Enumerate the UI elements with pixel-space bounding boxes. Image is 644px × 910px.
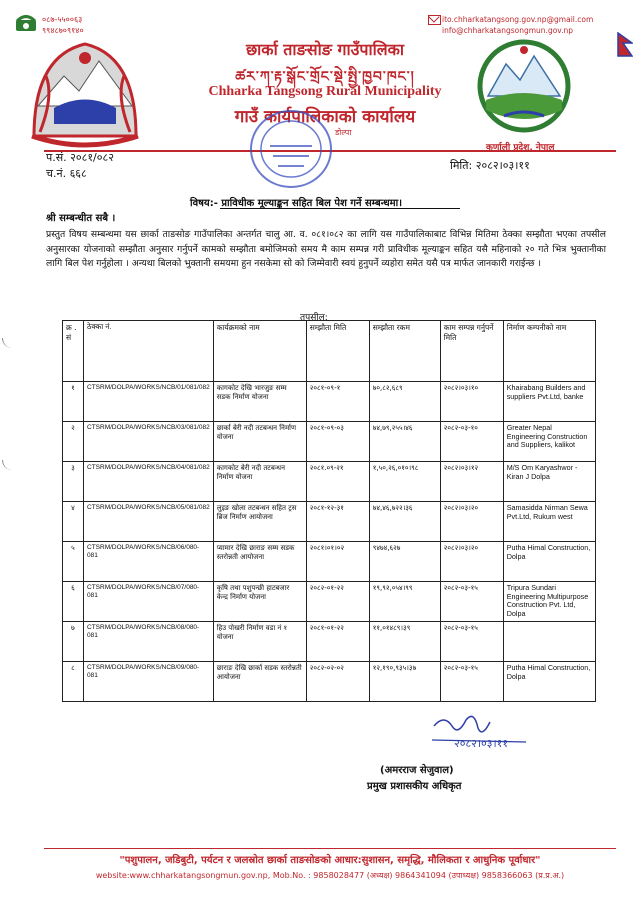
cell-contract-date: २०८१.०९-२१: [306, 462, 369, 502]
nepal-flag-icon: [617, 32, 633, 60]
cell-completion-date: २०८२-०३-१०: [440, 422, 503, 462]
cell-program-name: प्यामार देखि छाराङ सम्म सडक स्तरोन्नती आयोजना: [213, 542, 306, 582]
cell-completion-date: २०८२-०३-१५: [440, 582, 503, 622]
punch-mark: [2, 338, 13, 348]
cell-contract-date: २०८१-१२-३१: [306, 502, 369, 542]
table-row: [63, 622, 596, 662]
cell-program-name: कागकोट देखि भारजुङ सम्म सडक निर्माण योजना: [213, 382, 306, 422]
province-name: कर्णाली प्रदेश, नेपाल: [486, 143, 555, 153]
details-label: तपसील:: [300, 313, 328, 323]
municipality-name-english: Chharka Tangsong Rural Municipality: [208, 84, 442, 99]
header-contract-no: ठेक्का नं.: [84, 321, 214, 382]
letter-body: प्रस्तुत विषय सम्बन्धमा यस छार्का ताङसोङ गाउँपालिका अन्तर्गत चालु आ. व. ०८१।०८२ का लागि यस गाउँपालिकाबाट विभिन्न मितिमा ठेक्का सम्झौता भएका तपसील अनुसारका योजनाको सम्झौता अनुसार गर्नुपर्ने कामको सम्झौता बमोजिमको समय मै काम सम्पन्न गरी प्राविधीक मूल्याङ्कन सहित यसै महिनाको २० गते भित्र भुक्तानीका लागि बिल पेश गर्नुहोला । अन्यथा बिलको भुक्तानी समयमा हुन नसकेमा सो को जिम्मेवारी स्वयं हुनुपर्ने व्यहोरा समेत यसै पत्र मार्फत जानकारी गराईन्छ ।: [46, 229, 606, 269]
office-location: डोल्पा: [335, 128, 352, 137]
cell-serial: ५: [63, 542, 84, 582]
cell-company-name: Putha Himal Construction, Dolpa: [503, 662, 595, 702]
cell-serial: ७: [63, 622, 84, 662]
cell-contract-amount: ११,०१४८९।३९: [369, 622, 440, 662]
phone-number-1: ०८७-५५००६३: [42, 15, 83, 24]
cell-contract-date: २०८२-०२-०२: [306, 662, 369, 702]
cell-contract-no: CTSRM/DOLPA/WORKS/NCB/07/080-081: [84, 582, 214, 622]
cell-serial: ४: [63, 502, 84, 542]
municipality-name-nepali: छार्का ताङसोङ गाउँपालिका: [245, 40, 405, 59]
cell-contract-no: CTSRM/DOLPA/WORKS/NCB/05/081/082: [84, 502, 214, 542]
cell-contract-date: २०८१।०१।०२: [306, 542, 369, 582]
table-row: [63, 422, 596, 462]
cell-contract-amount: ७४,७९,२५५।४६: [369, 422, 440, 462]
cell-completion-date: २०८२।०३।१२: [440, 462, 503, 502]
table-row: [63, 462, 596, 502]
cell-contract-date: २०८१-०९-१: [306, 382, 369, 422]
cell-contract-no: CTSRM/DOLPA/WORKS/NCB/08/080-081: [84, 622, 214, 662]
cell-serial: ३: [63, 462, 84, 502]
table-row: [63, 382, 596, 422]
table-header-row: [63, 321, 596, 382]
header-serial: क्र . सं: [63, 321, 84, 382]
cell-program-name: छाराङ देखि छार्का सडक स्तरोन्नती आयोजना: [213, 662, 306, 702]
cell-contract-amount: ७४,४६,७२२।३६: [369, 502, 440, 542]
cell-contract-date: २०८१-०१-२२: [306, 622, 369, 662]
cell-contract-amount: १,५०,२६,०१०।९८: [369, 462, 440, 502]
contracts-table: [62, 320, 596, 702]
cell-completion-date: २०८२।०३।२०: [440, 542, 503, 582]
subject-underline: [220, 208, 460, 209]
municipality-name-tibetan: ཚར་ཀ་རྟ་སྒོང་གྲོང་སྡེ་སྤྱི་ཁྱབ་ཁང་།: [235, 69, 415, 85]
cell-completion-date: २०८२-०३-१५: [440, 662, 503, 702]
signatory-title: प्रमुख प्रशासकीय अधिकृत: [367, 781, 462, 792]
table-row: [63, 582, 596, 622]
phone-icon: [15, 14, 37, 32]
cell-contract-date: २०८२-०१-२२: [306, 582, 369, 622]
cell-serial: २: [63, 422, 84, 462]
cell-contract-no: CTSRM/DOLPA/WORKS/NCB/06/080-081: [84, 542, 214, 582]
cell-program-name: लुइङ खोला तटबन्धन सहित ट्रस ब्रिज निर्माण आयोजना: [213, 502, 306, 542]
cell-serial: १: [63, 382, 84, 422]
cell-completion-date: २०८२।०३।१०: [440, 382, 503, 422]
cell-company-name: [503, 622, 595, 662]
official-stamp-icon: [248, 108, 334, 190]
cell-contract-date: २०८१-०९-०३: [306, 422, 369, 462]
cell-contract-amount: १२,१९०,९३५।३७: [369, 662, 440, 702]
cell-company-name: Tripura Sundari Engineering Multipurpose Construction Pvt. Ltd, Dolpa: [503, 582, 595, 622]
cell-program-name: कृषि तथा पशुपन्छी हाटबजार केन्द्र निर्माण योजना: [213, 582, 306, 622]
dispatch-number: च.नं. ६६८: [46, 167, 87, 180]
cell-program-name: हिउ पोखरी निर्माण वडा नं १ योजना: [213, 622, 306, 662]
email-addresses: [442, 14, 593, 36]
phone-numbers: [42, 14, 84, 36]
cell-serial: ८: [63, 662, 84, 702]
phone-number-2: ९९४८७०९१४०: [42, 26, 84, 35]
header-contract-amount: सम्झौता रकम: [369, 321, 440, 382]
cell-contract-no: CTSRM/DOLPA/WORKS/NCB/03/081/082: [84, 422, 214, 462]
cell-program-name: कागकोट बेरी नदी तटबन्धन निर्माण योजना: [213, 462, 306, 502]
cell-contract-no: CTSRM/DOLPA/WORKS/NCB/09/080-081: [84, 662, 214, 702]
footer-contact: website:www.chharkatangsongmun.gov.np, Mob.No. : 9858028477 (अध्यक्ष) 9864341094 (उपाध्यक्ष) 9858366063 (प्र.प्र.अ.): [95, 871, 565, 880]
table-row: [63, 662, 596, 702]
signature-date: २०८२।०३।११: [454, 737, 509, 750]
cell-company-name: Samasidda Nirman Sewa Pvt.Ltd, Rukum west: [503, 502, 595, 542]
letter-subject: विषय:- प्राविधीक मूल्याङ्कन सहित बिल पेश गर्ने सम्बन्धमा।: [190, 198, 403, 209]
cell-serial: ६: [63, 582, 84, 622]
email-2[interactable]: info@chharkatangsongmun.gov.np: [442, 26, 574, 35]
cell-contract-amount: ९४७४,६२७: [369, 542, 440, 582]
cell-contract-amount: ७०,८२,६८९: [369, 382, 440, 422]
signatory-name: (अमरराज सेजुवाल): [380, 765, 454, 776]
nepal-emblem-icon: [24, 36, 146, 148]
letter-date: मिति: २०८२।०३।११: [450, 159, 530, 172]
header-completion-date: काम सम्पन्न गर्नुपर्ने मिति: [440, 321, 503, 382]
salutation: श्री सम्बन्धीत सबै ।: [46, 213, 116, 224]
header-contract-date: सम्झौता मिति: [306, 321, 369, 382]
table-row: [63, 502, 596, 542]
cell-contract-amount: १९,९२,०५४।९९: [369, 582, 440, 622]
office-title: गाउँ कार्यपालिकाको कार्यालय: [234, 107, 416, 127]
cell-company-name: Greater Nepal Engineering Construction and Suppliers, kalikot: [503, 422, 595, 462]
footer-divider: [44, 848, 616, 849]
cell-completion-date: २०८२-०३-१५: [440, 622, 503, 662]
mail-icon: [428, 15, 441, 25]
table-row: [63, 542, 596, 582]
email-1[interactable]: ito.chharkatangsong.gov.np@gmail.com: [442, 15, 594, 24]
cell-contract-no: CTSRM/DOLPA/WORKS/NCB/04/081/082: [84, 462, 214, 502]
cell-company-name: M/S Om Karyashwor -Kiran J Dolpa: [503, 462, 595, 502]
reference-number: प.सं. २०८१/०८२: [46, 151, 114, 164]
header-program-name: कार्यक्रमको नाम: [213, 321, 306, 382]
cell-contract-no: CTSRM/DOLPA/WORKS/NCB/01/081/082: [84, 382, 214, 422]
header-company-name: निर्माण कम्पनीको नाम: [503, 321, 595, 382]
cell-completion-date: २०८२।०३।२०: [440, 502, 503, 542]
cell-company-name: Putha Himal Construction, Dolpa: [503, 542, 595, 582]
cell-company-name: Khairabang Builders and suppliers Pvt.Ltd, banke: [503, 382, 595, 422]
cell-program-name: छार्का बेरी नदी तटबन्धन निर्माण योजना: [213, 422, 306, 462]
footer-motto: "पशुपालन, जडिबुटी, पर्यटन र जलस्रोत छार्का ताङसोङको आधार:सुशासन, समृद्धि, मौलिकता र आधुनिक पूर्वाधार": [119, 855, 541, 866]
punch-mark: [2, 460, 13, 470]
